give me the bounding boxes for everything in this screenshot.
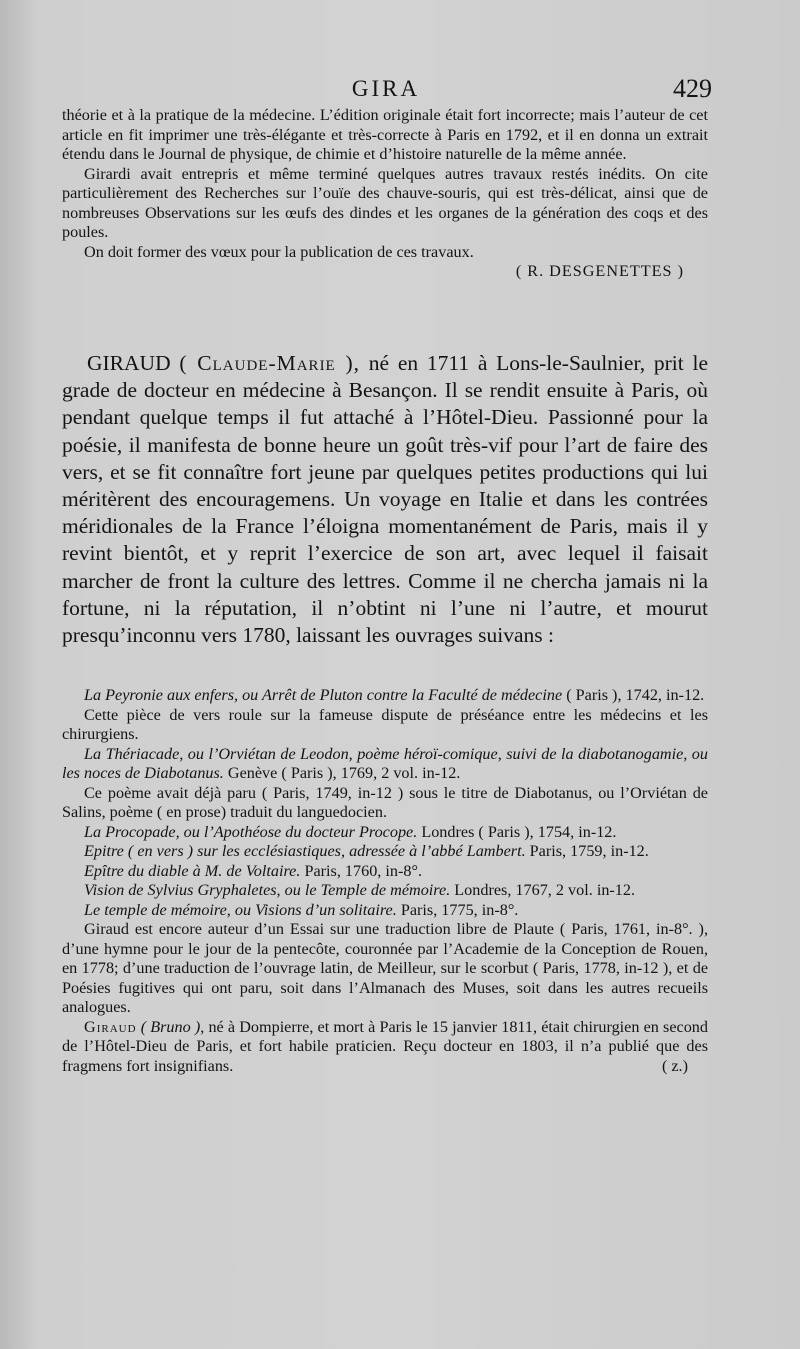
entry-body: , né à Dompierre, et mort à Paris le 15 janvier 1811, était chirurgien en second de l’Hôtel-Dieu de Paris, et fort habile praticien. Reçu docteur en 1803, il n’a publié que des fragmens fort insignifians. — [62, 1017, 708, 1075]
author-signature: ( z.) — [661, 1056, 688, 1075]
work-note: Giraud est encore auteur d’un Essai sur une traduction libre de Plaute ( Paris, 1761, in-8°. ), d’une hymne pour le jour de la pentecôte, couronnée par l’Academie de la Conception de Rouen, en 1778; d’une traduction de l’ouvrage latin, de Meilleur, sur le scorbut ( Paris, 1778, in-12 ), et de Poésies fugitives qui ont paru, soit dans l’Almanach des Muses, soit dans les autres recueils analogues. — [62, 920, 708, 1016]
giraud-claude-entry — [62, 350, 708, 649]
giraud-bruno-entry — [62, 1018, 708, 1077]
paragraph: théorie et à la pratique de la médecine. L’édition originale était fort incorrecte; mais l’auteur de cet article en fit imprimer une très-élégante et très-correcte à Paris en 1792, et il en donna un extrait étendu dans le Journal de physique, de chimie et d’histoire naturelle de la même année. — [62, 106, 708, 163]
work-item — [62, 901, 708, 921]
entry-name: Giraud — [84, 1017, 137, 1036]
work-item — [62, 686, 708, 706]
work-item — [62, 862, 708, 882]
work-title: La Thériacade, ou l’Orviétan de Leodon, poème héroï-comique, suivi de la diabotanogamie, ou les noces de Diabotanus. — [62, 744, 708, 782]
work-item — [62, 745, 708, 784]
paragraph: Girardi avait entrepris et même terminé quelques autres travaux restés inédits. On cite particulièrement des Recherches sur l’ouïe des chauve-souris, qui est très-délicat, ainsi que de nombreuses Observations sur les œufs des dindes et les organes de la génération des coqs et des poules. — [62, 164, 708, 241]
work-title: La Peyronie aux enfers, ou Arrêt de Pluton contre la Faculté de médecine — [84, 686, 563, 704]
page-header — [60, 72, 712, 106]
work-title: Epitre ( en vers ) sur les ecclésiastiques, adressée à l’abbé Lambert. — [84, 842, 526, 860]
entry-forename: ( Bruno ) — [140, 1017, 201, 1036]
work-title: Vision de Sylvius Gryphaletes, ou le Temple de mémoire. — [84, 881, 451, 899]
work-imprint: Londres, 1767, 2 vol. in-12. — [450, 881, 636, 899]
work-title: Le temple de mémoire, ou Visions d’un solitaire. — [84, 900, 397, 919]
entry-paragraph — [62, 350, 708, 649]
work-imprint: Paris, 1760, in-8°. — [300, 861, 422, 880]
work-note: Ce poème avait déjà paru ( Paris, 1749, in-12 ) sous le titre de Diabotanus, ou l’Orviétan de Salins, poème ( en prose) traduit du languedocien. — [62, 783, 708, 821]
paragraph: On doit former des vœux pour la publication de ces travaux. — [84, 242, 474, 261]
author-signature: ( R. DESGENETTES ) — [515, 262, 684, 280]
work-imprint: Genève ( Paris ), 1769, 2 vol. in-12. — [223, 764, 461, 782]
work-imprint: Paris, 1775, in-8°. — [396, 900, 519, 919]
page-number: 429 — [673, 74, 712, 103]
entry-forename: ( Claude-Marie ), — [179, 351, 361, 375]
work-item — [62, 881, 708, 901]
entry-name: GIRAUD — [87, 351, 171, 375]
works-list — [62, 686, 708, 1076]
entry-body: né en 1711 à Lons-le-Saulnier, prit le grade de docteur en médecine à Besançon. Il se rendit ensuite à Paris, où pendant quelque temps il fut attaché à l’Hôtel-Dieu. Passionné pour la poésie, il manifesta de bonne heure un goût très-vif pour l’art de faire des vers, et se fit connaître fort jeune par quelques petites productions qui lui méritèrent des encouragemens. Un voyage en Italie et dans les contrées méridionales de la France l’éloigna momentanément de Paris, mais il y revint bientôt, et y reprit l’exercice de son art, avec lequel il faisait marcher de front la culture des lettres. Comme il ne chercha jamais ni la fortune, ni la réputation, il n’obtint ni l’une ni l’autre, et mourut presqu’inconnu vers 1780, laissant les ouvrages suivans : — [62, 351, 709, 648]
work-imprint: Londres ( Paris ), 1754, in-12. — [417, 822, 617, 841]
girardi-article-end — [62, 106, 708, 282]
work-title: Epître du diable à M. de Voltaire. — [84, 861, 301, 880]
work-imprint: Paris, 1759, in-12. — [525, 842, 649, 860]
running-head: GIRA — [351, 76, 421, 101]
work-note: Cette pièce de vers roule sur la fameuse dispute de préséance entre les médecins et les chirurgiens. — [62, 705, 708, 743]
work-item — [62, 823, 708, 843]
work-title: La Procopade, ou l’Apothéose du docteur Procope. — [84, 822, 418, 841]
work-imprint: ( Paris ), 1742, in-12. — [562, 686, 705, 704]
work-item — [62, 842, 708, 862]
